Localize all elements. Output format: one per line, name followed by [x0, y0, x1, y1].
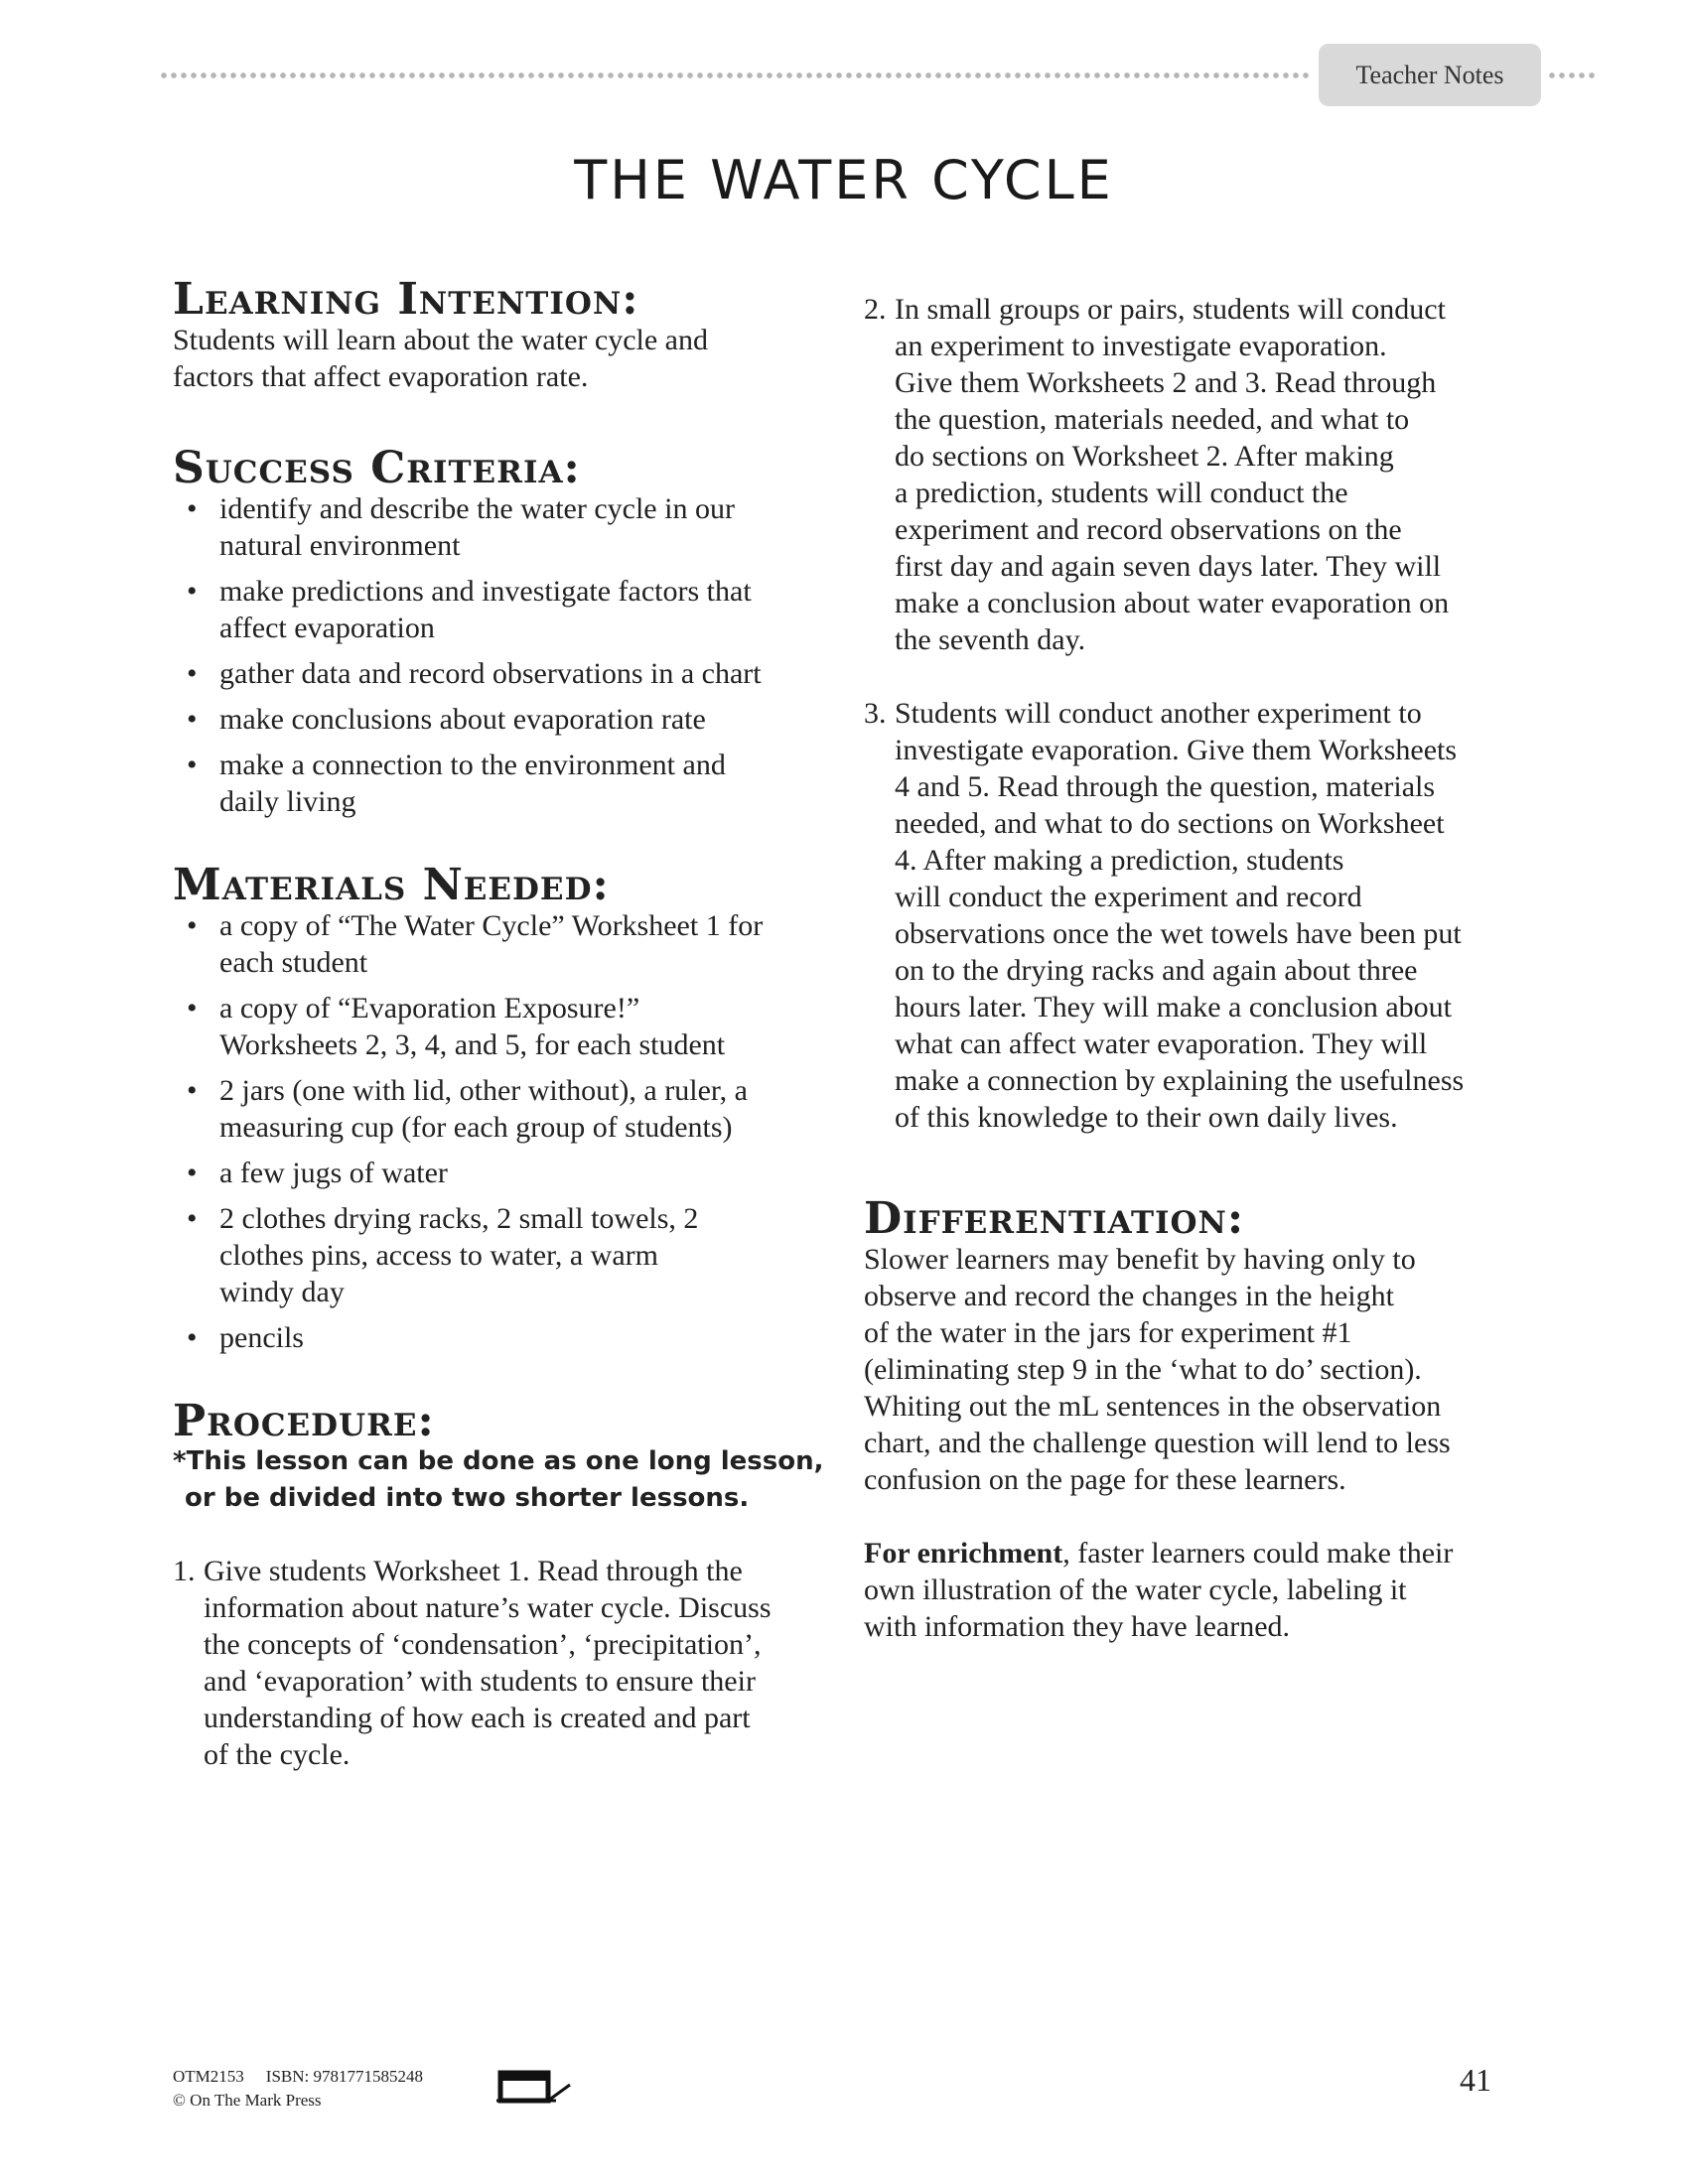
list-item [173, 1072, 828, 1146]
text-line: pencils [219, 1321, 304, 1354]
text-line: and ‘evaporation’ with students to ensure their [204, 1665, 756, 1698]
list-item [173, 907, 828, 981]
text-line: on to the drying racks and again about three [895, 954, 1418, 987]
enrichment-paragraph [864, 1535, 1519, 1645]
text-line: Slower learners may benefit by having only to [864, 1243, 1416, 1276]
text-line: (eliminating step 9 in the ‘what to do’ section). [864, 1353, 1422, 1386]
text-line: a prediction, students will conduct the [895, 477, 1348, 509]
text-line: confusion on the page for these learners. [864, 1463, 1346, 1496]
procedure-note [173, 1443, 828, 1517]
list-item [173, 701, 828, 738]
text-line: observations once the wet towels have been put [895, 917, 1462, 950]
text-line: of the water in the jars for experiment #1 [864, 1316, 1352, 1349]
bullet-icon: • [187, 657, 198, 690]
learning-intention-text [173, 322, 828, 395]
footer-publisher-info [173, 2065, 423, 2113]
step-number: 3. [864, 697, 887, 730]
tab-label: Teacher Notes [1355, 60, 1504, 89]
text-line: information about nature’s water cycle. Discuss [204, 1591, 772, 1624]
right-column [864, 278, 1519, 1645]
text-line: In small groups or pairs, students will conduct [895, 293, 1446, 326]
text-line: , faster learners could make their [1062, 1537, 1454, 1570]
differentiation-heading: Differentiation: [864, 1193, 1245, 1244]
text-line: the concepts of ‘condensation’, ‘precipitation’, [204, 1628, 762, 1661]
text-line: a copy of “Evaporation Exposure!” [219, 992, 640, 1024]
materials-needed-heading: Materials Needed: [173, 860, 610, 910]
page-number: 41 [1460, 2062, 1491, 2098]
text-line: observe and record the changes in the height [864, 1280, 1394, 1312]
list-item [173, 1200, 828, 1310]
left-column [173, 274, 828, 1773]
bullet-icon: • [187, 749, 198, 781]
text-line: a copy of “The Water Cycle” Worksheet 1 for [219, 909, 764, 942]
text-line: natural environment [219, 529, 461, 562]
text-line: make a conclusion about water evaporation on [895, 587, 1450, 619]
text-line: or be divided into two shorter lessons. [185, 1483, 750, 1513]
text-line: own illustration of the water cycle, labeling it [864, 1573, 1407, 1606]
text-line: 4 and 5. Read through the question, materials [895, 770, 1436, 803]
list-item [173, 1155, 828, 1191]
bullet-icon: • [187, 909, 198, 942]
step-number: 2. [864, 293, 887, 326]
text-line: understanding of how each is created and part [204, 1702, 751, 1734]
product-code: OTM2153 [173, 2067, 244, 2086]
text-line: of the cycle. [204, 1738, 351, 1771]
text-line: each student [219, 946, 368, 979]
text-line: a few jugs of water [219, 1157, 448, 1189]
procedure-step-1 [173, 1553, 828, 1773]
text-line: Give students Worksheet 1. Read through the [204, 1555, 743, 1587]
procedure-steps-left [173, 1553, 828, 1773]
procedure-step-3 [864, 695, 1519, 1136]
text-line: do sections on Worksheet 2. After making [895, 440, 1394, 473]
bullet-icon: • [187, 492, 198, 525]
text-line: affect evaporation [219, 612, 435, 644]
text-line: make a connection by explaining the usefulness [895, 1064, 1465, 1097]
isbn: ISBN: 9781771585248 [265, 2067, 423, 2086]
text-line: the question, materials needed, and what to [895, 403, 1410, 436]
text-line: will conduct the experiment and record [895, 881, 1362, 913]
text-line: investigate evaporation. Give them Worksheets [895, 734, 1458, 766]
text-line: 2 jars (one with lid, other without), a ruler, a [219, 1074, 748, 1107]
text-line: make conclusions about evaporation rate [219, 703, 706, 736]
text-line: first day and again seven days later. They will [895, 550, 1442, 583]
enrichment-label: For enrichment [864, 1537, 1063, 1570]
bullet-icon: • [187, 992, 198, 1024]
list-item [173, 490, 828, 564]
bullet-icon: • [187, 1202, 198, 1235]
text-line: what can affect water evaporation. They will [895, 1027, 1428, 1060]
list-item [173, 747, 828, 820]
text-line: Worksheets 2, 3, 4, and 5, for each student [219, 1028, 726, 1061]
differentiation-paragraph [864, 1241, 1519, 1498]
text-line: gather data and record observations in a chart [219, 657, 762, 690]
text-line: Whiting out the mL sentences in the observation [864, 1390, 1442, 1423]
bullet-icon: • [187, 703, 198, 736]
text-line: factors that affect evaporation rate. [173, 360, 589, 393]
text-line: measuring cup (for each group of students) [219, 1111, 733, 1144]
learning-intention-heading: Learning Intention: [173, 274, 639, 325]
materials-list [173, 907, 828, 1356]
text-line: Give them Worksheets 2 and 3. Read through [895, 366, 1437, 399]
text-line: hours later. They will make a conclusion about [895, 991, 1452, 1024]
list-item [173, 990, 828, 1063]
bullet-icon: • [187, 575, 198, 608]
text-line: an experiment to investigate evaporation. [895, 330, 1387, 362]
step-number: 1. [173, 1555, 196, 1587]
procedure-steps-right [864, 291, 1519, 1136]
text-line: the seventh day. [895, 623, 1086, 656]
text-line: daily living [219, 785, 356, 818]
text-line: Students will conduct another experiment to [895, 697, 1422, 730]
header-dotted-rule-right [1547, 71, 1597, 79]
success-criteria-list [173, 490, 828, 820]
text-line: with information they have learned. [864, 1610, 1291, 1643]
text-line: *This lesson can be done as one long lesson, [173, 1446, 824, 1476]
text-line: clothes pins, access to water, a warm [219, 1239, 658, 1272]
text-line: identify and describe the water cycle in our [219, 492, 735, 525]
text-line: of this knowledge to their own daily lives. [895, 1101, 1398, 1134]
procedure-step-2 [864, 291, 1519, 658]
procedure-heading: Procedure: [173, 1396, 435, 1446]
bullet-icon: • [187, 1074, 198, 1107]
publisher: © On The Mark Press [173, 2091, 322, 2110]
success-criteria-heading: Success Criteria: [173, 443, 581, 493]
list-item [173, 1319, 828, 1356]
text-line: experiment and record observations on the [895, 513, 1402, 546]
text-line: chart, and the challenge question will lend to less [864, 1427, 1451, 1459]
page-title: THE WATER CYCLE [574, 149, 1114, 211]
text-line: 4. After making a prediction, students [895, 844, 1344, 877]
list-item [173, 655, 828, 692]
text-line: windy day [219, 1276, 345, 1308]
teacher-notes-tab [1319, 44, 1541, 106]
text-line: Students will learn about the water cycle and [173, 324, 708, 356]
publisher-logo-icon [496, 2065, 578, 2107]
text-line: make a connection to the environment and [219, 749, 726, 781]
text-line: make predictions and investigate factors that [219, 575, 752, 608]
text-line: needed, and what to do sections on Worksheet [895, 807, 1445, 840]
list-item [173, 573, 828, 646]
header-dotted-rule [159, 71, 1313, 79]
bullet-icon: • [187, 1157, 198, 1189]
text-line: 2 clothes drying racks, 2 small towels, 2 [219, 1202, 699, 1235]
bullet-icon: • [187, 1321, 198, 1354]
